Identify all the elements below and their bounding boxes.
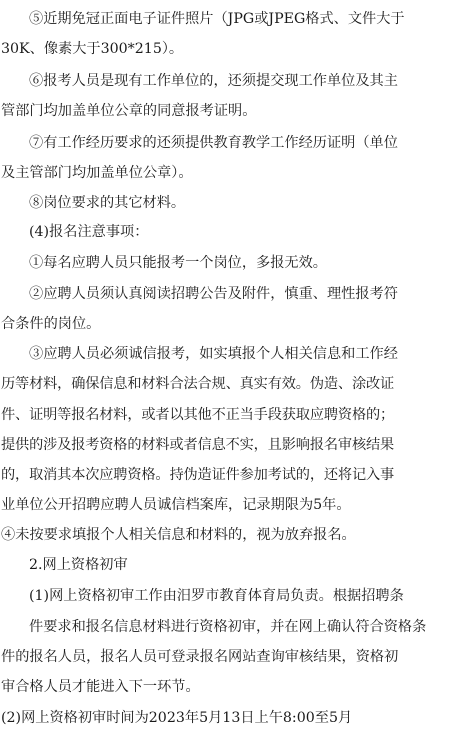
text-line: 件的报名人员，报名人员可登录报名网站查询审核结果，资格初 [1, 649, 399, 665]
text-line: ④未按要求填报个人相关信息和材料的，视为放弃报名。 [1, 527, 356, 543]
text-line: 业单位公开招聘应聘人员诚信档案库，记录期限为5年。 [1, 497, 351, 513]
text-line: ①每名应聘人员只能报考一个岗位，多报无效。 [29, 255, 327, 271]
text-line: 件要求和报名信息材料进行资格初审，并在网上确认符合资格条 [29, 619, 427, 635]
text-line: (2)网上资格初审时间为2023年5月13日上午8:00至5月 [1, 710, 353, 726]
text-line: ⑦有工作经历要求的还须提供教育教学工作经历证明（单位 [29, 135, 398, 151]
text-line: ③应聘人员必须诚信报考，如实填报个人相关信息和工作经 [29, 346, 398, 362]
text-line: 管部门均加盖单位公章的同意报考证明。 [1, 103, 257, 119]
section-heading: 2.网上资格初审 [29, 557, 128, 573]
text-line: 的，取消其本次应聘资格。持伪造证件参加考试的，还将记入事 [1, 467, 395, 483]
text-line: ⑤近期免冠正面电子证件照片（JPG或JPEG格式、文件大于 [29, 11, 405, 27]
text-line: ⑥报考人员是现有工作单位的，还须提交现工作单位及其主 [29, 73, 398, 89]
text-line: 提供的涉及报考资格的材料或者信息不实，且影响报名审核结果 [1, 437, 395, 453]
text-line: ⑧岗位要求的其它材料。 [29, 195, 186, 211]
text-line: 合条件的岗位。 [1, 316, 101, 332]
text-line: 审合格人员才能进入下一环节。 [1, 679, 200, 695]
text-line: 30K、像素大于300*215）。 [1, 41, 184, 57]
text-line: 历等材料，确保信息和材料合法合规、真实有效。伪造、涂改证 [1, 376, 395, 392]
text-line: (1)网上资格初审工作由汨罗市教育体育局负责。根据招聘条 [29, 588, 404, 604]
text-line: 及主管部门均加盖单位公章）。 [1, 165, 193, 181]
section-heading: (4)报名注意事项： [29, 224, 149, 240]
text-line: 件、证明等报名材料，或者以其他不正当手段获取应聘资格的； [1, 407, 395, 423]
text-line: ②应聘人员须认真阅读招聘公告及附件，慎重、理性报考符 [29, 286, 398, 302]
